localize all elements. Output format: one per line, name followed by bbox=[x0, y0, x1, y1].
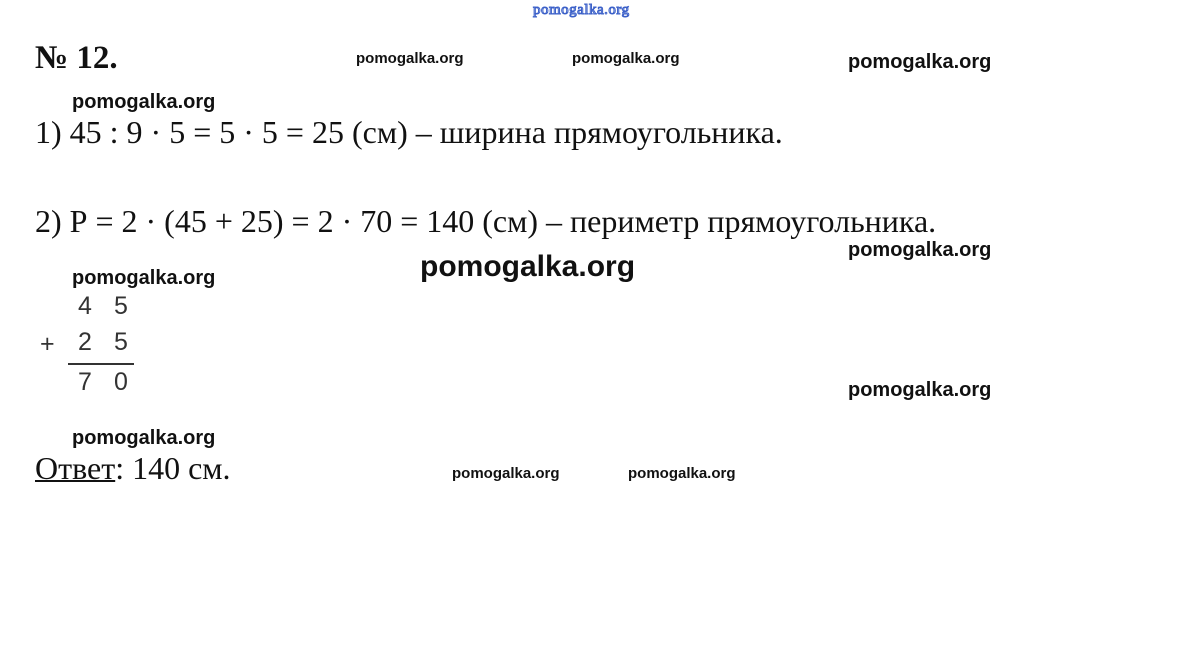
watermark: pomogalka.org bbox=[452, 465, 560, 482]
column-addition bbox=[36, 288, 146, 403]
plus-operator: + bbox=[40, 330, 55, 358]
watermark: pomogalka.org bbox=[72, 267, 216, 289]
answer-value: : 140 см. bbox=[115, 450, 231, 486]
addend-2-digit: 5 bbox=[114, 328, 128, 356]
watermark: pomogalka.org bbox=[628, 465, 736, 482]
top-watermark: pomogalka.org bbox=[533, 2, 630, 18]
watermark: pomogalka.org bbox=[420, 250, 636, 283]
watermark: pomogalka.org bbox=[72, 427, 216, 449]
addend-1-digit: 5 bbox=[114, 292, 128, 320]
problem-number: № 12. bbox=[35, 40, 118, 76]
sum-rule bbox=[68, 363, 134, 365]
solution-step-1: 1) 45 : 9 · 5 = 5 · 5 = 25 (см) – ширина прямоугольника. bbox=[35, 114, 783, 150]
watermark: pomogalka.org bbox=[848, 379, 992, 401]
watermark: pomogalka.org bbox=[572, 50, 680, 67]
addend-2-digit: 2 bbox=[78, 328, 92, 356]
sum-digit: 7 bbox=[78, 368, 92, 396]
watermark: pomogalka.org bbox=[848, 239, 992, 261]
watermark: pomogalka.org bbox=[72, 91, 216, 113]
answer-label: Ответ bbox=[35, 450, 116, 486]
watermark: pomogalka.org bbox=[848, 51, 992, 73]
solution-step-2: 2) Р = 2 · (45 + 25) = 2 · 70 = 140 (см) – периметр прямоугольника. bbox=[35, 203, 937, 239]
answer bbox=[35, 450, 231, 487]
watermark: pomogalka.org bbox=[356, 50, 464, 67]
addend-1-digit: 4 bbox=[78, 292, 92, 320]
sum-digit: 0 bbox=[114, 368, 128, 396]
